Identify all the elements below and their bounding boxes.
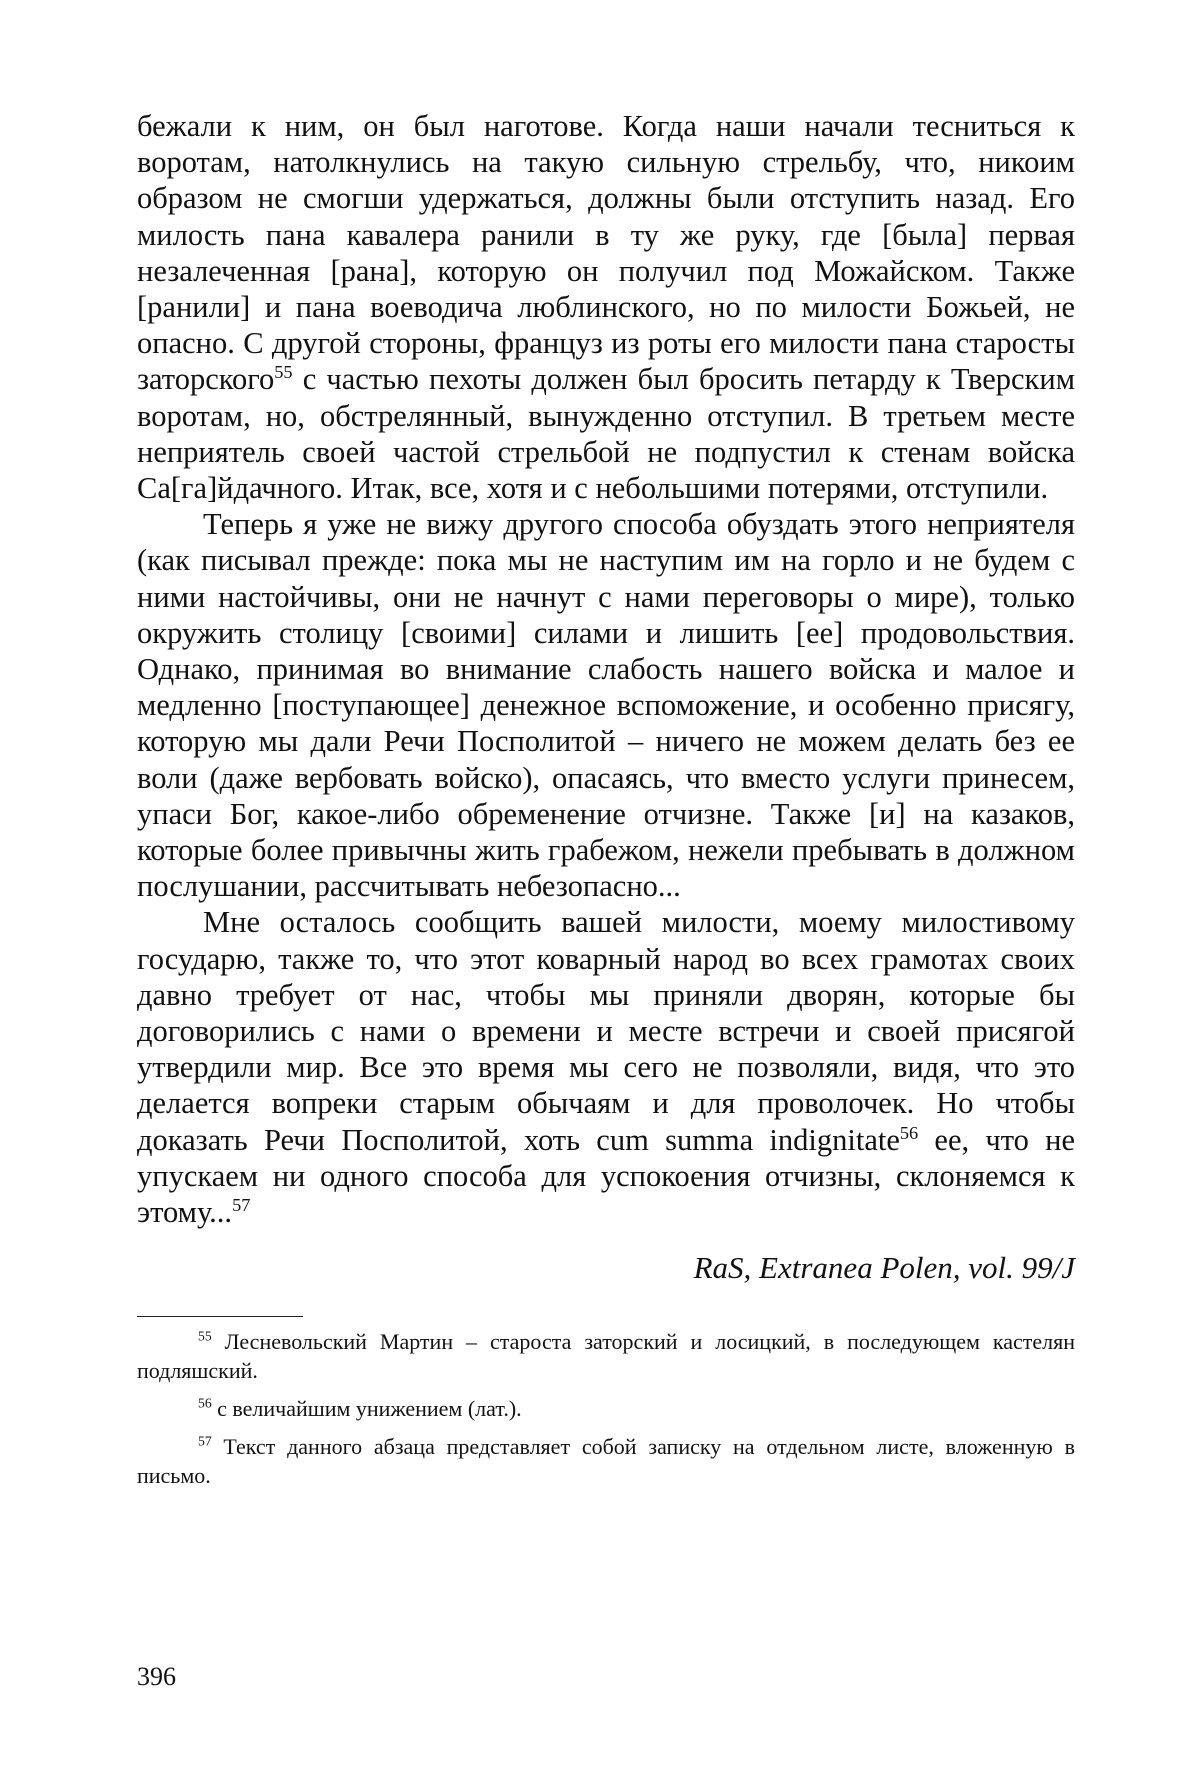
footnote-ref-55: 55 [274,362,293,383]
footnote-text: с величайшим унижением (лат.). [217,1396,522,1422]
footnote-number: 56 [198,1395,212,1411]
footnotes [137,1327,1075,1490]
paragraph-1 [137,108,1075,506]
footnote-ref-57: 57 [232,1194,251,1215]
text-run: с частью пехоты должен был бросить петарду к Тверским воротам, но, обстрелянный, вынужденно отступил. В третьем месте неприятель своей частой стрельбой не подпустил к стенам войска Са[га]йдачного. Итак, все, хотя и с небольшими потерями, отступили. [137,362,1075,506]
page-body [137,108,1075,1499]
footnote-56 [137,1394,1075,1423]
text-run: Мне осталось сообщить вашей милости, моему милостивому государю, также то, что этот коварный народ во всех грамотах своих давно требует от нас, чтобы мы приняли дворян, которые бы договорились с нами о времени и месте встречи и своей присягой утвердили мир. Все это время мы сего не позволяли, видя, что это делается вопреки старым обычаям и для проволочек. Но чтобы доказать Речи Посполитой, хоть cum summa indignitate [137,905,1075,1157]
text-run: ее, что не упускаем ни одного способа для успокоения отчизны, склоняемся к этому... [137,1122,1075,1230]
footnote-number: 55 [198,1328,212,1344]
footnote-text: Лесневольский Мартин – староста заторский и лосицкий, в последующем кастелян подляшский. [137,1329,1076,1384]
footnote-ref-56: 56 [899,1122,919,1143]
footnote-number: 57 [198,1433,212,1449]
archive-source: RaS, Extranea Polen, vol. 99/J [693,1250,1075,1286]
footnote-divider [137,1316,303,1317]
paragraph-3 [137,904,1075,1230]
main-text [137,108,1075,1286]
footnote-55 [137,1327,1075,1385]
page-number: 396 [137,1662,176,1691]
text-run: Теперь я уже не вижу другого способа обуздать этого неприятеля (как писывал прежде: пока мы не наступим им на горло и не будем с ними настойчивы, они не начнут с нами переговоры о мире), только окружить столицу [своими] силами и лишить [ее] продовольствия. Однако, принимая во внимание слабость нашего войска и малое и медленно [поступающее] денежное вспоможение, и особенно присягу, которую мы дали Речи Посполитой – ничего не можем делать без ее воли (даже вербовать войско), опасаясь, что вместо услуги принесем, упаси Бог, какое-либо обременение отчизне. Также [и] на казаков, которые более привычны жить грабежом, нежели пребывать в должном послушании, рассчитывать небезопасно... [137,507,1075,904]
footnote-text: Текст данного абзаца представляет собой записку на отдельном листе, вложенную в письмо. [137,1434,1075,1489]
paragraph-2 [137,506,1075,904]
footnote-57 [137,1432,1075,1490]
text-run: бежали к ним, он был наготове. Когда наши начали тесниться к воротам, натолкнулись на такую сильную стрельбу, что, никоим образом не смогши удержаться, должны были отступить назад. Его милость пана кавалера ранили в ту же руку, где [была] первая незалеченная [рана], которую он получил под Можайском. Также [ранили] и пана воеводича люблинского, но по милости Божьей, не опасно. С другой стороны, француз из роты его милости пана старосты заторского [137,109,1075,397]
